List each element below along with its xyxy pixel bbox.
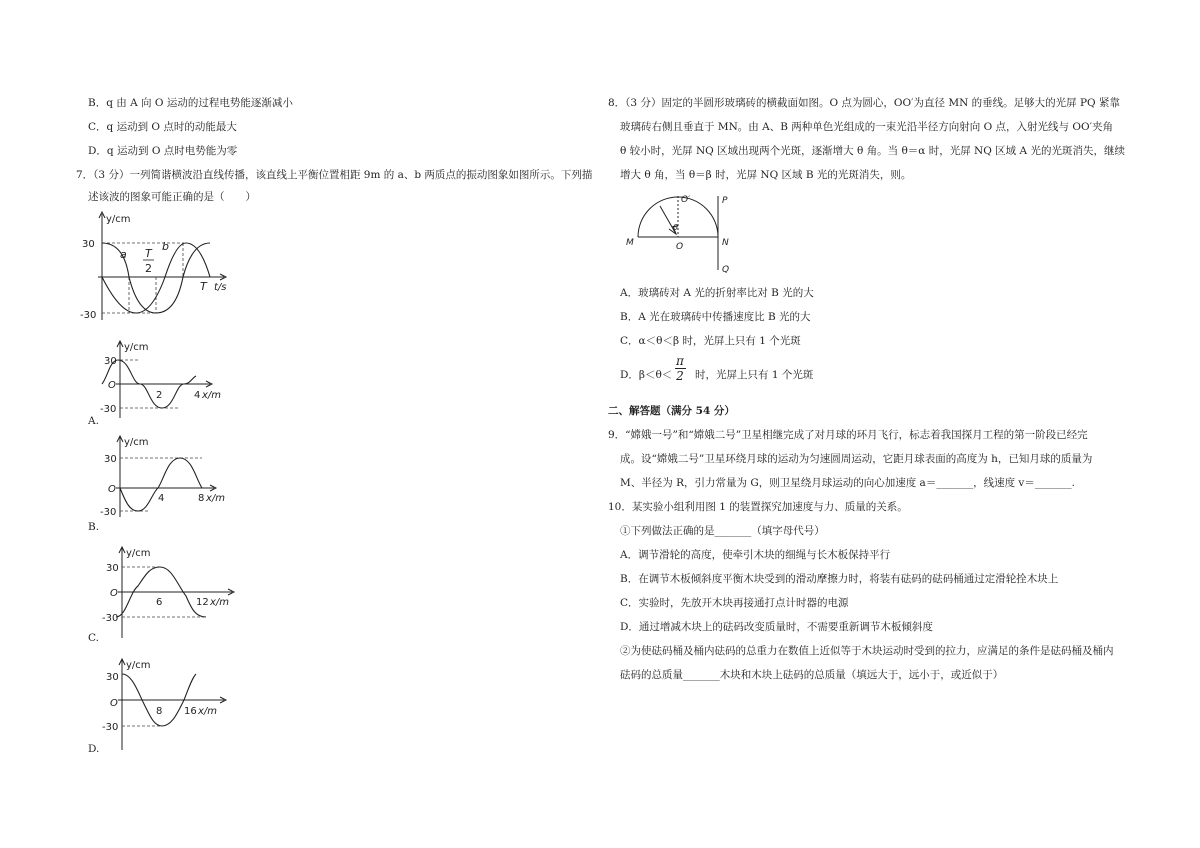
option-b-tick-2: 8 (198, 493, 205, 504)
option-a-tick-2: 4 (194, 390, 201, 401)
q10-part2-line-1: ②为使砝码桶及桶内砝码的总重力在数值上近似等于木块运动时受到的拉力，应满足的条件是砝码桶及桶内 (620, 645, 1114, 657)
fraction-denominator: 2 (676, 369, 684, 383)
option-c-letter: C. (88, 632, 99, 644)
option-d-tick-1: 8 (156, 706, 163, 717)
fig-N: N (722, 238, 729, 248)
option-b-origin: O (108, 484, 116, 495)
section-title: 二、解答题（满分 54 分） (608, 405, 735, 417)
pi-over-two-fraction (673, 354, 687, 383)
option-a-y-top: 30 (104, 356, 117, 367)
q7-stem-line-2: 述该波的图象可能正确的是（ ） (88, 191, 256, 203)
option-c-origin: O (110, 588, 118, 599)
option-b-y-top: 30 (104, 454, 117, 465)
option-c-y-label: y/cm (126, 548, 151, 559)
fig-Q: Q (722, 265, 730, 275)
q8-option-c: C．α＜θ＜β 时，光屏上只有 1 个光斑 (620, 335, 801, 347)
option-c-y-bottom: -30 (102, 613, 119, 624)
option-d-origin: O (110, 698, 118, 709)
option-a-y-label: y/cm (124, 342, 149, 353)
vib-y-bottom: -30 (80, 310, 97, 321)
fig-O: O (676, 242, 684, 252)
q9-line-1: 9．“嫦娥一号”和“嫦娥二号”卫星相继完成了对月球的环月飞行，标志着我国探月工程的第一阶段已经完 (608, 429, 1088, 441)
option-a-graph (76, 338, 236, 418)
vib-label-a: a (120, 248, 127, 261)
option-c-tick-2: 12 (196, 597, 209, 608)
option-d-graph (76, 656, 246, 751)
q10-option-b: B．在调节木板倾斜度平衡木块受到的滑动摩擦力时，将装有砝码的砝码桶通过定滑轮拴木块上 (620, 573, 1059, 585)
option-b-x-label: x/m (206, 493, 226, 504)
option-d-tick-2: 16 (184, 706, 197, 717)
q7-stem-line-1: 7．（3 分）一列简谐横波沿直线传播，该直线上平衡位置相距 9m 的 a、b 两质点的振动图象如图所示。下列描 (76, 169, 593, 181)
option-c-y-top: 30 (106, 563, 119, 574)
option-d-y-label: y/cm (126, 660, 151, 671)
q8-option-d (620, 368, 813, 382)
q6-option-c: C．q 运动到 O 点时的动能最大 (88, 121, 237, 133)
q8-stem-line-1: 8．（3 分）固定的半圆形玻璃砖的横截面如图。O 点为圆心，OO′为直径 MN 的垂线。足够大的光屏 PQ 紧靠 (608, 97, 1120, 109)
vib-t-axis-label: t/s (214, 282, 227, 293)
option-a-x-label: x/m (202, 390, 222, 401)
q9-line-2: 成。设“嫦娥二号”卫星环绕月球的运动为匀速圆周运动，它距月球表面的高度为 h，已知月球的质量为 (620, 453, 1093, 465)
option-d-x-label: x/m (198, 706, 218, 717)
q10-line-1: 10．某实验小组利用图 1 的装置探究加速度与力、质量的关系。 (608, 501, 908, 513)
vib-label-T2-num: T (145, 247, 152, 260)
q6-option-b: B．q 由 A 向 O 运动的过程电势能逐渐减小 (88, 97, 293, 109)
fig-theta: θ (673, 223, 678, 232)
option-a-origin: O (108, 380, 116, 391)
option-b-graph (76, 433, 236, 518)
vibration-graph (76, 208, 236, 328)
option-a-y-bottom: -30 (100, 404, 117, 415)
q10-option-c: C．实验时，先放开木块再接通打点计时器的电源 (620, 597, 849, 609)
q6-option-d: D．q 运动到 O 点时电势能为零 (88, 145, 238, 157)
option-b-letter: B. (88, 521, 100, 533)
q10-option-d: D．通过增减木块上的砝码改变质量时，不需要重新调节木板倾斜度 (620, 621, 933, 633)
fig-M: M (626, 238, 634, 248)
option-a-tick-1: 2 (156, 390, 163, 401)
option-a-letter: A. (88, 415, 99, 427)
vib-y-top: 30 (82, 239, 95, 250)
option-b-y-label: y/cm (124, 437, 149, 448)
vib-label-b: b (162, 240, 169, 253)
q8-stem-line-2: 玻璃砖右侧且垂直于 MN。由 A、B 两种单色光组成的一束光沿半径方向射向 O 点，入射光线与 OO′夹角 (620, 121, 1113, 133)
option-d-letter: D. (88, 743, 100, 755)
q10-option-a: A．调节滑轮的高度，使牵引木块的细绳与长木板保持平行 (620, 549, 891, 561)
fraction-numerator: π (676, 354, 684, 368)
vib-label-T: T (200, 280, 207, 293)
q8-option-d-prefix: D．β＜θ＜ (620, 369, 673, 381)
q9-line-3: M、半径为 R，引力常量为 G，则卫星绕月球运动的向心加速度 a＝_______，线速度 v＝_______. (620, 477, 1075, 489)
q8-option-d-suffix: 时，光屏上只有 1 个光斑 (695, 369, 814, 381)
q8-option-a: A．玻璃砖对 A 光的折射率比对 B 光的大 (620, 287, 814, 299)
semicircle-glass-figure (618, 190, 748, 276)
q10-line-2: ①下列做法正确的是_______（填字母代号） (620, 525, 825, 537)
vib-y-axis-label: y/cm (106, 214, 131, 225)
option-d-y-top: 30 (106, 672, 119, 683)
q8-option-b: B．A 光在玻璃砖中传播速度比 B 光的大 (620, 311, 811, 323)
option-c-tick-1: 6 (156, 597, 163, 608)
fig-O-prime: O′ (681, 195, 691, 205)
option-d-y-bottom: -30 (102, 722, 119, 733)
q8-stem-line-3: θ 较小时，光屏 NQ 区域出现两个光斑，逐渐增大 θ 角。当 θ＝α 时，光屏 NQ 区域 A 光的光斑消失，继续 (620, 145, 1125, 157)
q8-stem-line-4: 增大 θ 角，当 θ＝β 时，光屏 NQ 区域 B 光的光斑消失，则。 (620, 169, 912, 181)
fig-P: P (722, 196, 728, 206)
option-b-tick-1: 4 (158, 493, 165, 504)
q10-part2-line-2: 砝码的总质量_______木块和木块上砝码的总质量（填远大于，远小于，或近似于） (620, 669, 1004, 681)
option-c-x-label: x/m (210, 597, 230, 608)
vib-label-T2-den: 2 (145, 262, 152, 275)
option-b-y-bottom: -30 (100, 507, 117, 518)
option-c-graph (76, 544, 246, 639)
